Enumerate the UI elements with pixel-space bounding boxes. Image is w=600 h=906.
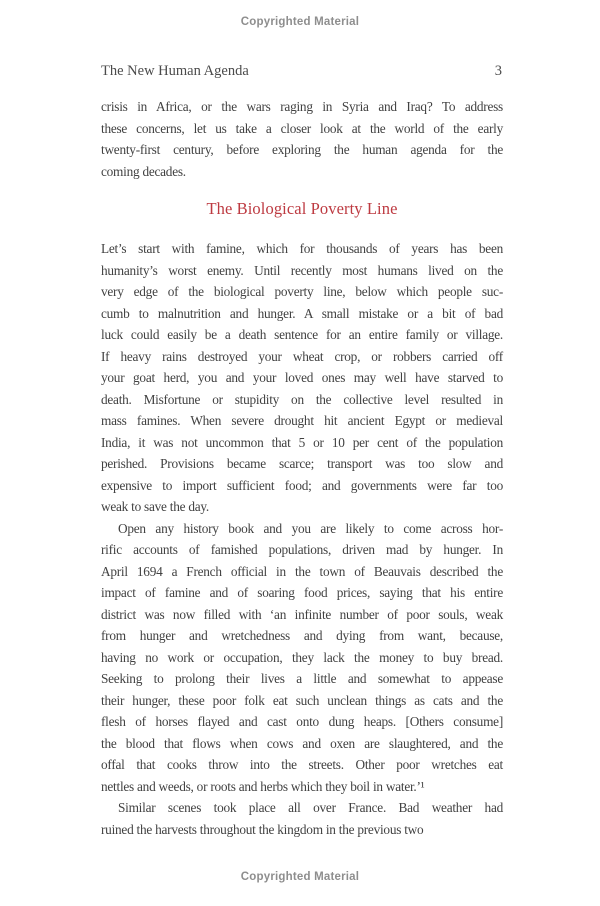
paragraph bbox=[101, 797, 503, 840]
text-line: impact of famine and of soaring food prices, saying that his entire bbox=[101, 585, 503, 600]
text-line: the blood that flows when cows and oxen are slaughtered, and the bbox=[101, 735, 503, 751]
text-line: flesh of horses flayed and cast onto dung heaps. [Others consume] bbox=[101, 714, 503, 729]
paragraph bbox=[101, 518, 503, 798]
text-line: ruined the harvests throughout the kingdom in the previous two bbox=[101, 821, 424, 837]
text-line: twenty-first century, before exploring the human agenda for the bbox=[101, 142, 503, 157]
running-head-title: The New Human Agenda bbox=[101, 63, 249, 79]
text-line: weak to save the day. bbox=[101, 499, 209, 514]
text-line: from hunger and wretchedness and dying from want, because, bbox=[101, 628, 503, 643]
text-line: death. Misfortune or stupidity on the collective level resulted in bbox=[101, 391, 503, 407]
text-line: luck could easily be a death sentence for an entire family or village. bbox=[101, 327, 503, 342]
text-line: district was now filled with ‘an infinite number of poor souls, weak bbox=[101, 606, 503, 622]
copyright-notice-bottom: Copyrighted Material bbox=[240, 871, 360, 883]
text-line: Open any history book and you are likely to come across hor- bbox=[118, 520, 503, 536]
running-head bbox=[101, 63, 502, 80]
text-line: Similar scenes took place all over France. Bad weather had bbox=[118, 800, 503, 815]
text-line: mass famines. When severe drought hit ancient Egypt or medieval bbox=[101, 413, 503, 428]
text-line: rific accounts of famished populations, driven mad by hunger. In bbox=[101, 542, 503, 557]
copyright-notice-top: Copyrighted Material bbox=[240, 16, 360, 28]
text-line: these concerns, let us take a closer look at the world of the early bbox=[101, 120, 503, 136]
text-line: coming decades. bbox=[101, 163, 186, 179]
text-line: offal that cooks throw into the streets. Other poor wretches eat bbox=[101, 757, 503, 772]
body-text bbox=[101, 96, 503, 840]
text-line: crisis in Africa, or the wars raging in Syria and Iraq? To address bbox=[101, 99, 503, 114]
text-line: expensive to import sufficient food; and governments were far too bbox=[101, 477, 503, 493]
section-heading: The Biological Poverty Line bbox=[206, 199, 398, 218]
text-line: perished. Provisions became scarce; transport was too slow and bbox=[101, 456, 503, 471]
text-line: If heavy rains destroyed your wheat crop, or robbers carried off bbox=[101, 348, 503, 364]
text-line: humanity’s worst enemy. Until recently most humans lived on the bbox=[101, 262, 503, 278]
paragraph bbox=[101, 238, 503, 518]
text-line: cumb to malnutrition and hunger. A small mistake or a bit of bad bbox=[101, 305, 503, 321]
text-line: nettles and weeds, or roots and herbs which they boil in water.’¹ bbox=[101, 778, 425, 794]
text-line: having no work or occupation, they lack the money to buy bread. bbox=[101, 649, 503, 665]
text-line: Let’s start with famine, which for thousands of years has been bbox=[101, 241, 503, 256]
page-number: 3 bbox=[494, 63, 502, 79]
text-line: April 1694 a French official in the town of Beauvais described the bbox=[101, 563, 503, 579]
text-line: Seeking to prolong their lives a little and somewhat to appease bbox=[101, 671, 503, 686]
text-line: very edge of the biological poverty line, below which people suc- bbox=[101, 284, 503, 299]
text-line: India, it was not uncommon that 5 or 10 per cent of the population bbox=[101, 434, 503, 450]
text-line: their hunger, these poor folk eat such unclean things as cats and the bbox=[101, 692, 503, 708]
paragraph bbox=[101, 96, 503, 182]
text-line: your goat herd, you and your loved ones may well have starved to bbox=[101, 370, 503, 385]
